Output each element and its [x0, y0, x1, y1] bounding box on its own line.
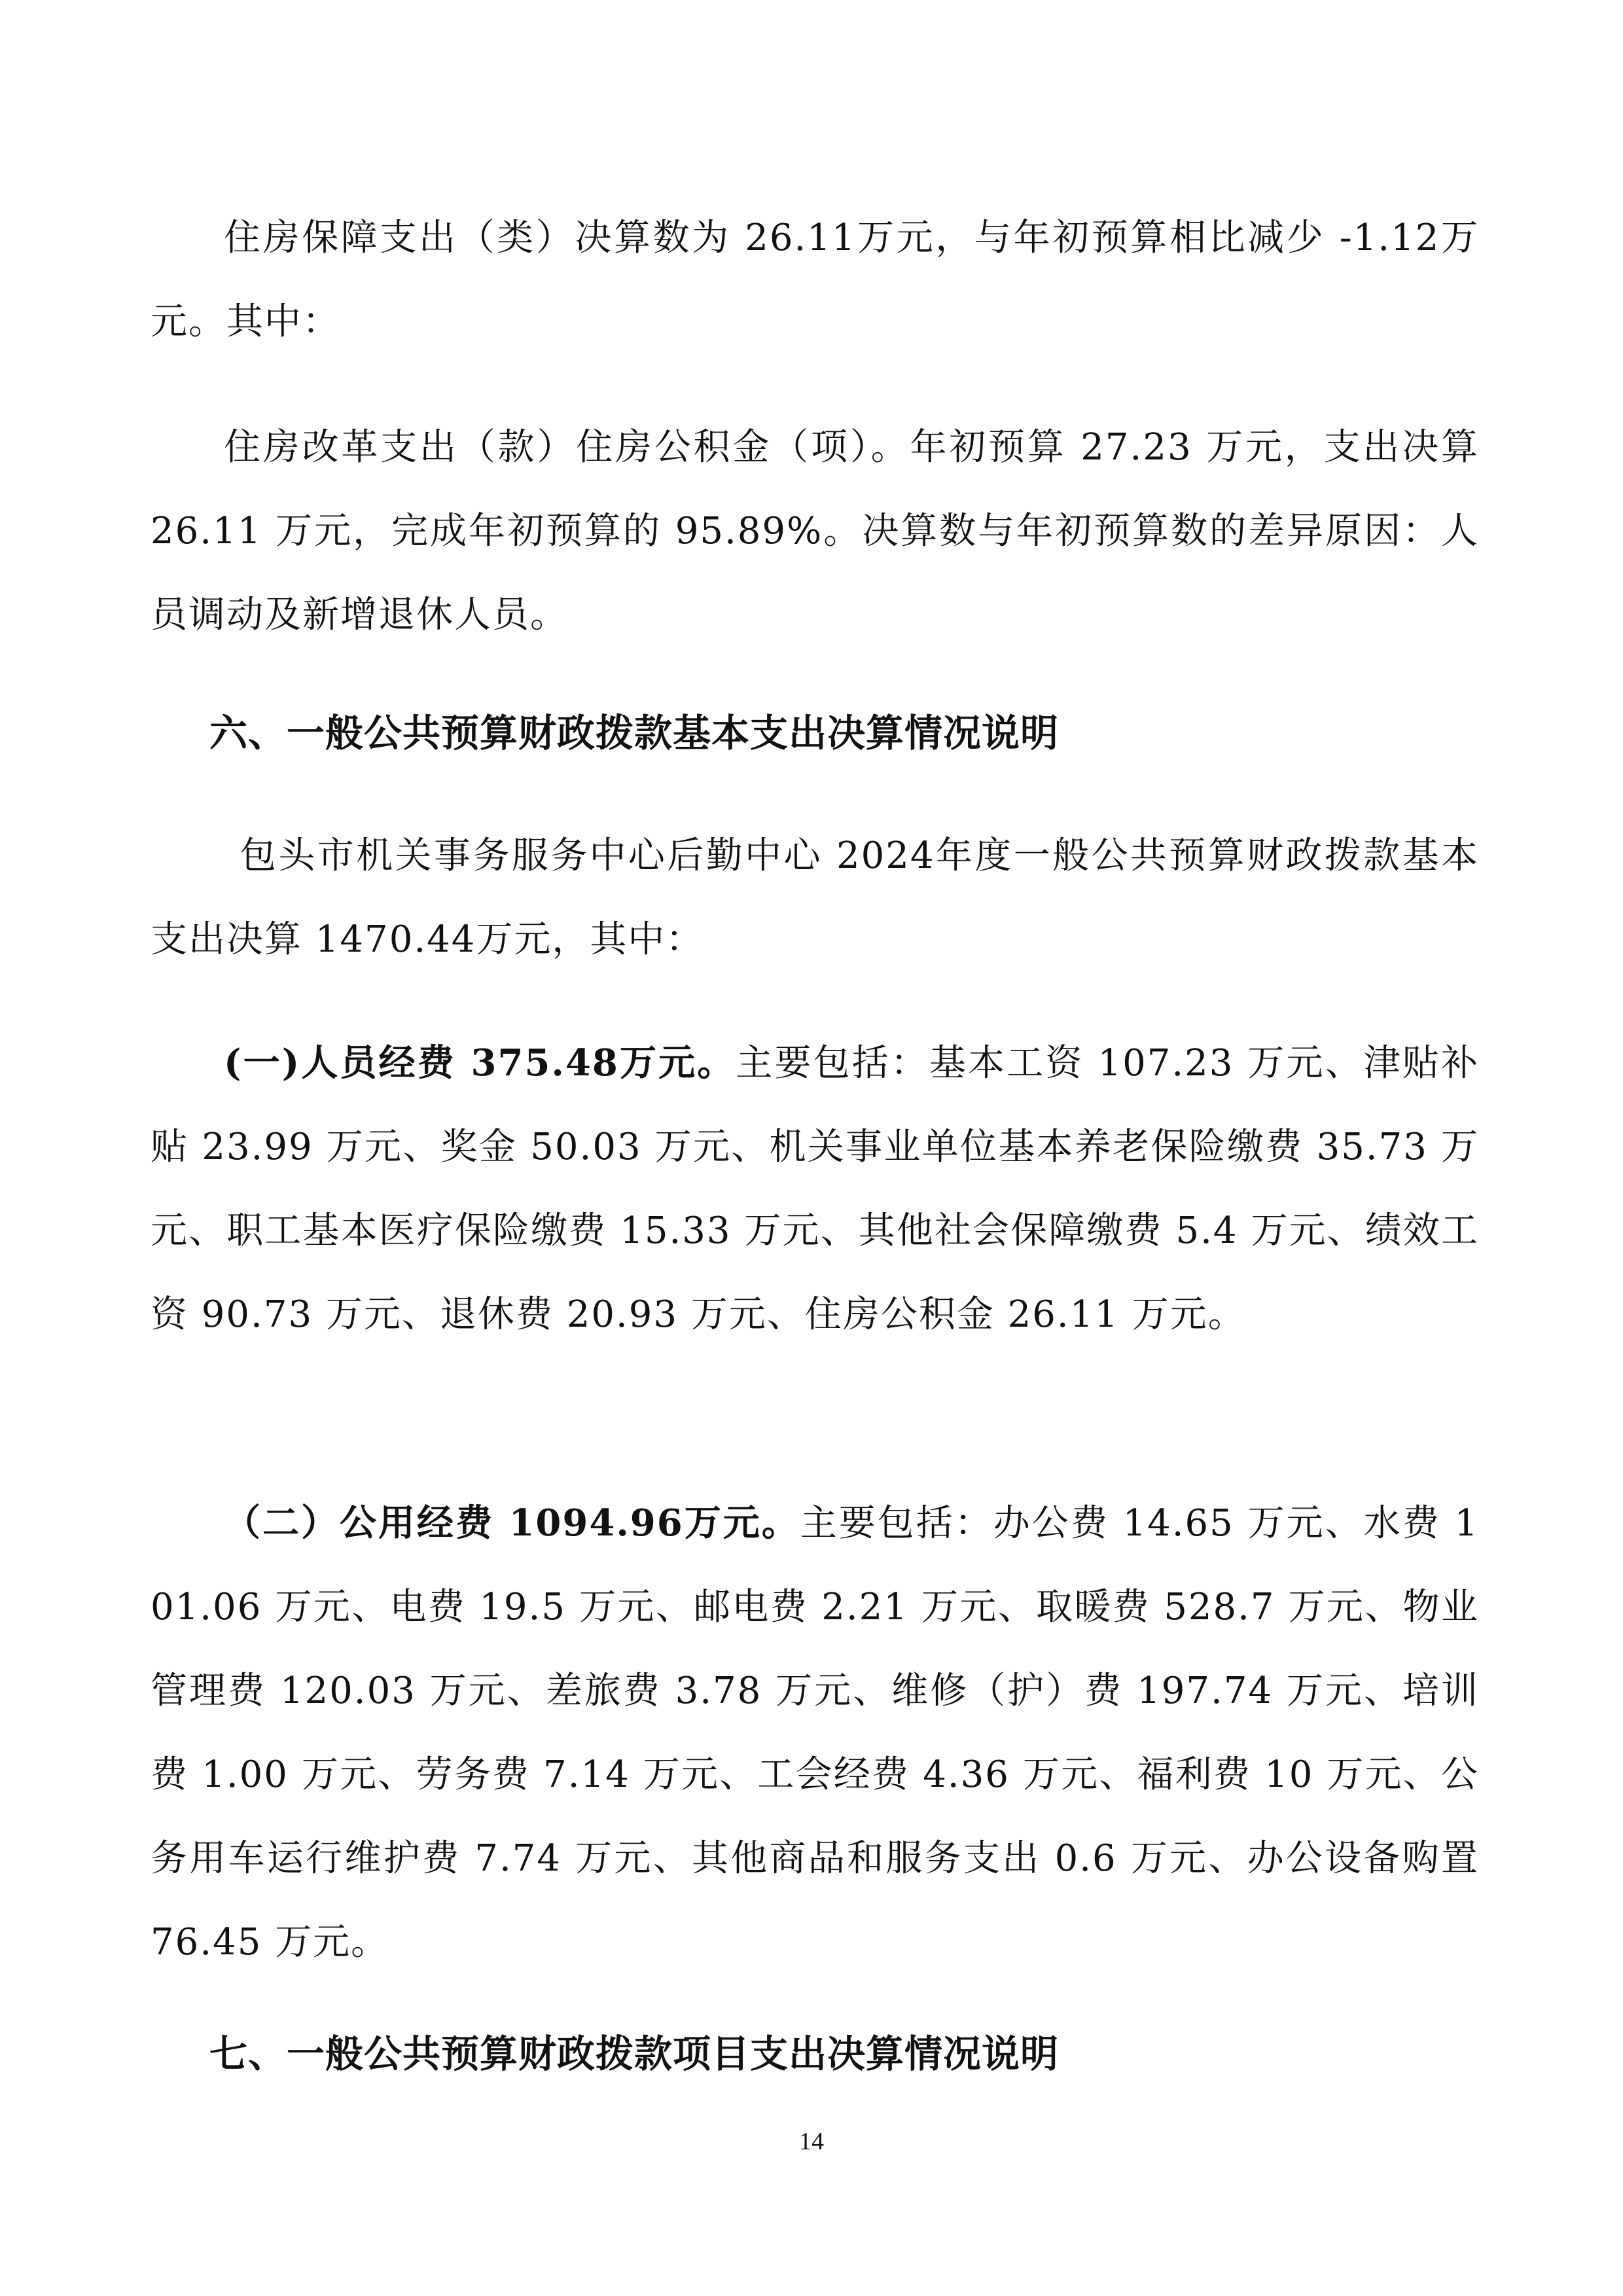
personnel-expenses-paragraph: [151, 1021, 1479, 1357]
personnel-expenses-body: 主要包括：基本工资 107.23 万元、津贴补贴 23.99 万元、奖金 50.03 万元、机关事业单位基本养老保险缴费 35.73 万元、职工基本医疗保险缴费 15.33 万元、其他社会保障缴费 5.4 万元、绩效工资 90.73 万元、退休费 20.93 万元、住房公积金 26.11 万元。: [151, 1042, 1480, 1336]
public-expenses-paragraph: [151, 1481, 1479, 1984]
public-expenses-lead: （二）公用经费 1094.96万元。: [224, 1501, 800, 1545]
public-expenses-body: 主要包括：办公费 14.65 万元、水费 101.06 万元、电费 19.5 万元、邮电费 2.21 万元、取暖费 528.7 万元、物业管理费 120.03 万元、差旅费 3.78 万元、维修（护）费 197.74 万元、培训费 1.00 万元、劳务费 7.14 万元、工会经费 4.36 万元、福利费 10 万元、公务用车运行维护费 7.74 万元、其他商品和服务支出 0.6 万元、办公设备购置 76.45 万元。: [151, 1502, 1480, 1964]
personnel-expenses-lead: (一)人员经费 375.48万元。: [224, 1041, 736, 1085]
section-six-heading: 六、一般公共预算财政拨款基本支出决算情况说明: [209, 711, 1060, 755]
section-seven-heading: 七、一般公共预算财政拨款项目支出决算情况说明: [209, 2032, 1060, 2076]
housing-detail-paragraph: 住房改革支出（款）住房公积金（项）。年初预算 27.23 万元，支出决算 26.11 万元，完成年初预算的 95.89%。决算数与年初预算数的差异原因：人员调动及新增退休人员。: [151, 426, 1479, 636]
basic-expenditure-intro: 包头市机关事务服务中心后勤中心 2024年度一般公共预算财政拨款基本支出决算 1470.44万元，其中：: [151, 834, 1479, 961]
housing-summary-paragraph: 住房保障支出（类）决算数为 26.11万元，与年初预算相比减少 -1.12万元。其中：: [151, 217, 1479, 343]
page-number: 14: [799, 2128, 824, 2155]
